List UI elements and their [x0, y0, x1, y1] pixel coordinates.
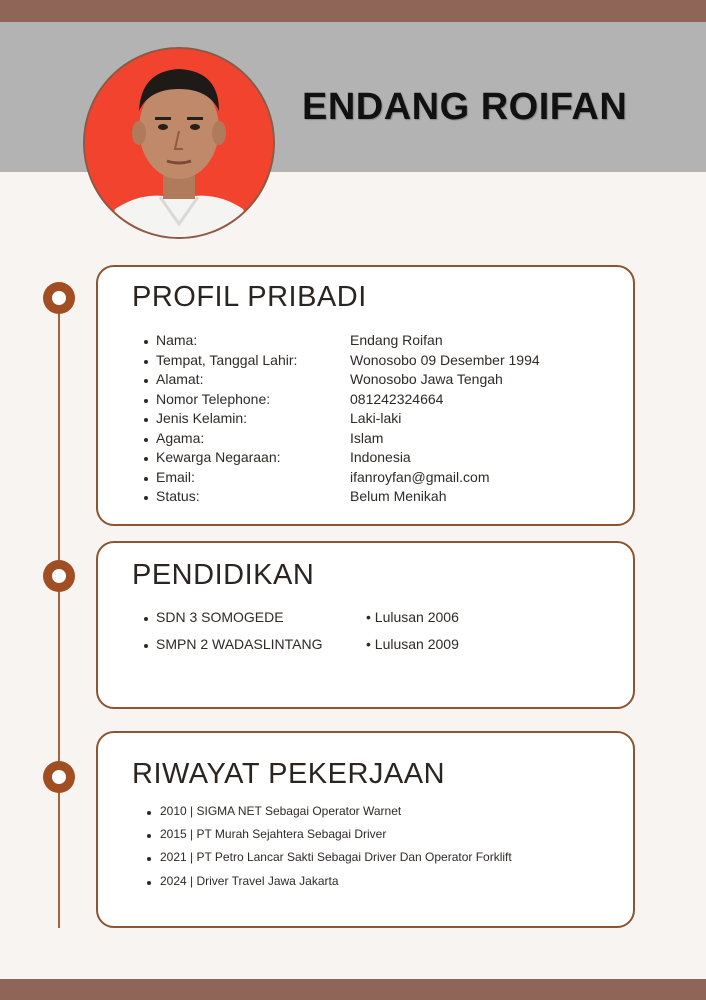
bullet: [144, 438, 148, 442]
profile-label: Tempat, Tanggal Lahir:: [156, 351, 298, 368]
profile-value: Wonosobo 09 Desember 1994: [350, 351, 540, 368]
bullet: [147, 857, 151, 861]
profile-label: Agama:: [156, 429, 205, 446]
profile-value: Laki-laki: [350, 410, 402, 426]
work-entry: 2021 | PT Petro Lancar Sakti Sebagai Driver Dan Operator Forklift: [160, 850, 512, 864]
work-section-title: RIWAYAT PEKERJAAN: [132, 758, 446, 790]
timeline-dot-profile: [43, 282, 75, 314]
profile-label: Nomor Telephone:: [156, 390, 271, 407]
timeline-dot-education: [43, 560, 75, 592]
bullet: [147, 881, 151, 885]
profile-value: Indonesia: [350, 449, 411, 465]
education-year: • Lulusan 2006: [366, 609, 459, 625]
timeline-line: [58, 298, 60, 928]
bullet: [144, 379, 148, 383]
bullet: [144, 644, 148, 648]
education-year: • Lulusan 2009: [366, 636, 459, 652]
profile-value: Belum Menikah: [350, 488, 447, 504]
bullet: [147, 834, 151, 838]
education-card: [96, 541, 635, 709]
profile-section-title: PROFIL PRIBADI: [132, 281, 367, 313]
bullet: [144, 399, 148, 403]
profile-value: Endang Roifan: [350, 332, 443, 348]
bullet: [144, 360, 148, 364]
profile-value: 081242324664: [350, 390, 444, 407]
bullet: [144, 477, 148, 481]
bottom-decorative-bar: [0, 979, 706, 1000]
education-school: SDN 3 SOMOGEDE: [156, 609, 284, 625]
work-entry: 2024 | Driver Travel Jawa Jakarta: [160, 874, 339, 888]
profile-value: ifanroyfan@gmail.com: [350, 468, 490, 485]
bullet: [144, 617, 148, 621]
profile-label: Kewarga Negaraan:: [156, 449, 281, 465]
bullet: [144, 340, 148, 344]
work-entry: 2015 | PT Murah Sejahtera Sebagai Driver: [160, 827, 387, 841]
profile-value: Wonosobo Jawa Tengah: [350, 371, 503, 387]
profile-label: Jenis Kelamin:: [156, 410, 248, 426]
work-entry: 2010 | SIGMA NET Sebagai Operator Warnet: [160, 804, 402, 818]
profile-card: [96, 265, 635, 526]
bullet: [147, 811, 151, 815]
education-school: SMPN 2 WADASLINTANG: [156, 636, 323, 652]
profile-photo: [83, 47, 275, 239]
bullet: [144, 496, 148, 500]
education-section-title: PENDIDIKAN: [132, 559, 315, 591]
work-card: [96, 731, 635, 928]
profile-label: Email:: [156, 468, 195, 485]
top-decorative-bar: [0, 0, 706, 22]
bullet: [144, 457, 148, 461]
bullet: [144, 418, 148, 422]
profile-label: Nama:: [156, 332, 198, 348]
profile-value: Islam: [350, 429, 384, 446]
profile-label: Status:: [156, 488, 200, 504]
profile-label: Alamat:: [156, 371, 204, 387]
person-name: ENDANG ROIFAN: [302, 86, 628, 128]
timeline-dot-work: [43, 761, 75, 793]
